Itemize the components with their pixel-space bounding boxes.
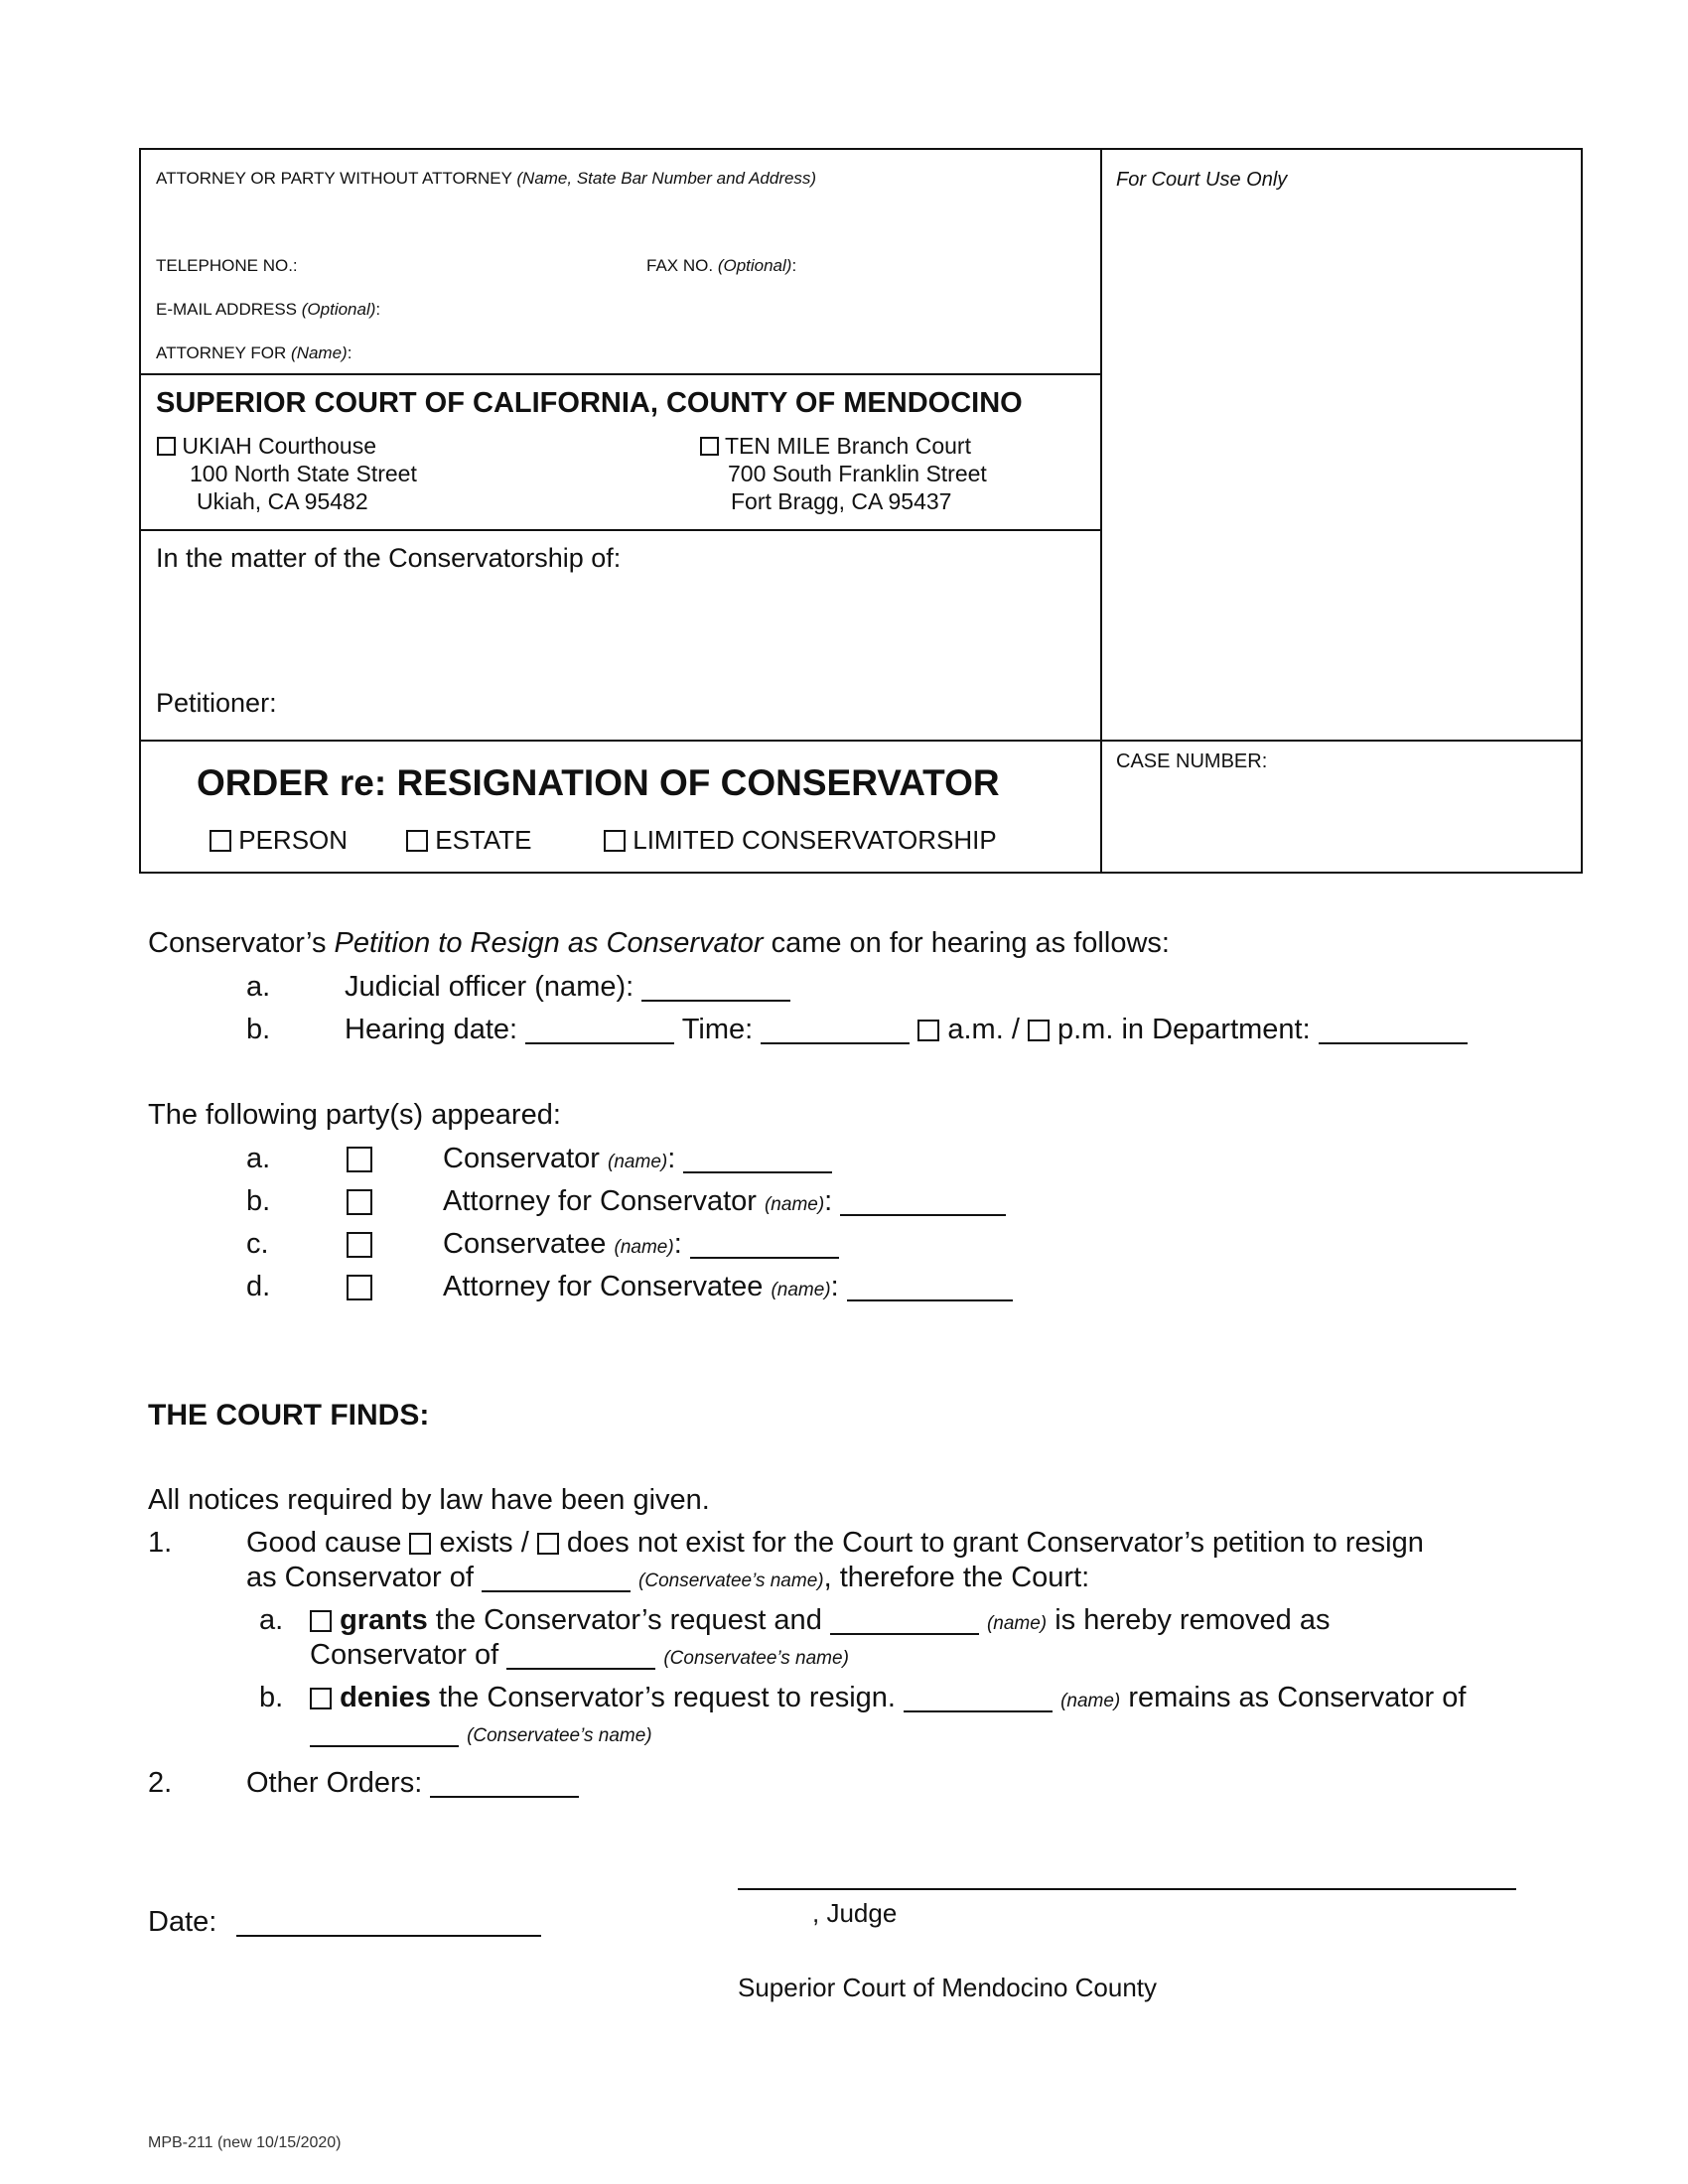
party-conservator: Conservator (name): [443,1143,832,1175]
hearing-time-field[interactable] [761,1017,910,1044]
finding-2-line: Other Orders: [246,1767,579,1800]
finding-1b-line2: (Conservatee’s name) [310,1716,652,1749]
ukiah-checkbox[interactable] [157,437,176,456]
finding-2-number: 2. [148,1767,173,1799]
email-label: E-MAIL ADDRESS (Optional): [156,300,381,319]
petitioner-label: Petitioner: [156,688,277,718]
finding-1-line2: as Conservator of (Conservatee’s name), therefore the Court: [246,1562,1090,1593]
grants-checkbox[interactable] [310,1610,332,1632]
hearing-judicial-officer: Judicial officer (name): [345,971,790,1004]
finding-1-line1: Good cause exists / does not exist for the Court to grant Conservator’s petition to resign [246,1527,1424,1559]
finding-1a-line1: grants the Conservator’s request and (name) is hereby removed as [310,1604,1330,1637]
party-conservatee-checkbox[interactable] [347,1232,372,1258]
attorney-conservatee-name-field[interactable] [847,1274,1013,1301]
not-exist-checkbox[interactable] [537,1533,559,1555]
tenmile-name: TEN MILE Branch Court [724,433,971,459]
option-estate[interactable] [406,825,532,856]
hearing-b-letter: b. [246,1014,271,1045]
parties-intro: The following party(s) appeared: [148,1099,561,1131]
exists-checkbox[interactable] [409,1533,431,1555]
hearing-date-line: Hearing date: Time: a.m. / p.m. in Department: [345,1014,1468,1046]
tenmile-street: 700 South Franklin Street [728,461,987,486]
hearing-intro: Conservator’s Petition to Resign as Conservator came on for hearing as follows: [148,927,1170,959]
judge-label: , Judge [812,1898,898,1928]
party-letter: b. [246,1185,271,1217]
attorney-for-label: ATTORNEY FOR (Name): [156,343,352,362]
conservatee-field-1[interactable] [482,1565,631,1592]
matter-label: In the matter of the Conservatorship of: [156,543,622,573]
divider-title [139,740,1583,742]
denies-checkbox[interactable] [310,1688,332,1709]
department-field[interactable] [1319,1017,1468,1044]
estate-checkbox[interactable] [406,830,428,852]
tenmile-city: Fort Bragg, CA 95437 [731,488,952,514]
caption-column-divider [1100,148,1102,874]
removed-name-field[interactable] [830,1607,979,1635]
date-field[interactable] [236,1935,541,1937]
findings-heading: THE COURT FINDS: [148,1399,430,1432]
attorney-label: ATTORNEY OR PARTY WITHOUT ATTORNEY (Name, State Bar Number and Address) [156,169,817,188]
finding-1a-letter: a. [259,1604,284,1636]
tenmile-option[interactable] [700,433,971,460]
findings-notices: All notices required by law have been given. [148,1484,710,1516]
fax-label: FAX NO. (Optional): [646,256,797,275]
option-person-label: PERSON [238,825,349,855]
case-number-label: CASE NUMBER: [1116,751,1268,772]
date-label: Date: [148,1906,217,1938]
option-limited[interactable] [604,825,997,856]
ukiah-street: 100 North State Street [190,461,417,486]
conservatee-field-2[interactable] [506,1642,655,1670]
telephone-label: TELEPHONE NO.: [156,256,298,275]
option-estate-label: ESTATE [435,825,532,855]
person-checkbox[interactable] [210,830,231,852]
divider-attorney [139,373,1100,375]
hearing-a-letter: a. [246,971,271,1003]
ukiah-option[interactable] [157,433,376,460]
party-letter: d. [246,1271,271,1302]
party-letter: a. [246,1143,271,1174]
finding-1b-letter: b. [259,1682,284,1713]
party-conservatee: Conservatee (name): [443,1228,839,1261]
finding-1b-line1: denies the Conservator’s request to resign. (name) remains as Conservator of [310,1682,1466,1714]
am-checkbox[interactable] [917,1020,939,1041]
court-use-label: For Court Use Only [1116,169,1288,191]
conservatee-name-field[interactable] [690,1231,839,1259]
conservator-name-field[interactable] [683,1146,832,1173]
party-attorney-conservatee: Attorney for Conservatee (name): [443,1271,1013,1303]
finding-1a-line2: Conservator of (Conservatee’s name) [310,1639,849,1671]
tenmile-checkbox[interactable] [700,437,719,456]
court-label: Superior Court of Mendocino County [738,1973,1158,2002]
party-letter: c. [246,1228,269,1260]
conservatee-field-3[interactable] [310,1719,459,1747]
court-title: SUPERIOR COURT OF CALIFORNIA, COUNTY OF MENDOCINO [156,387,1023,419]
form-id: MPB-211 (new 10/15/2020) [148,2134,342,2151]
party-attorney-conservator: Attorney for Conservator (name): [443,1185,1006,1218]
ukiah-name: UKIAH Courthouse [182,433,376,459]
other-orders-field[interactable] [430,1770,579,1798]
party-conservator-checkbox[interactable] [347,1147,372,1172]
remains-name-field[interactable] [904,1685,1053,1712]
judge-signature-line[interactable] [738,1888,1516,1890]
ukiah-city: Ukiah, CA 95482 [197,488,368,514]
party-attorney-conservatee-checkbox[interactable] [347,1275,372,1300]
hearing-date-field[interactable] [525,1017,674,1044]
pm-checkbox[interactable] [1028,1020,1050,1041]
limited-checkbox[interactable] [604,830,626,852]
finding-1-number: 1. [148,1527,173,1559]
option-person[interactable] [210,825,348,856]
attorney-conservator-name-field[interactable] [840,1188,1006,1216]
divider-court [139,529,1100,531]
party-attorney-conservator-checkbox[interactable] [347,1189,372,1215]
option-limited-label: LIMITED CONSERVATORSHIP [633,825,997,855]
form-title: ORDER re: RESIGNATION OF CONSERVATOR [197,762,1000,803]
judicial-officer-field[interactable] [641,974,790,1002]
